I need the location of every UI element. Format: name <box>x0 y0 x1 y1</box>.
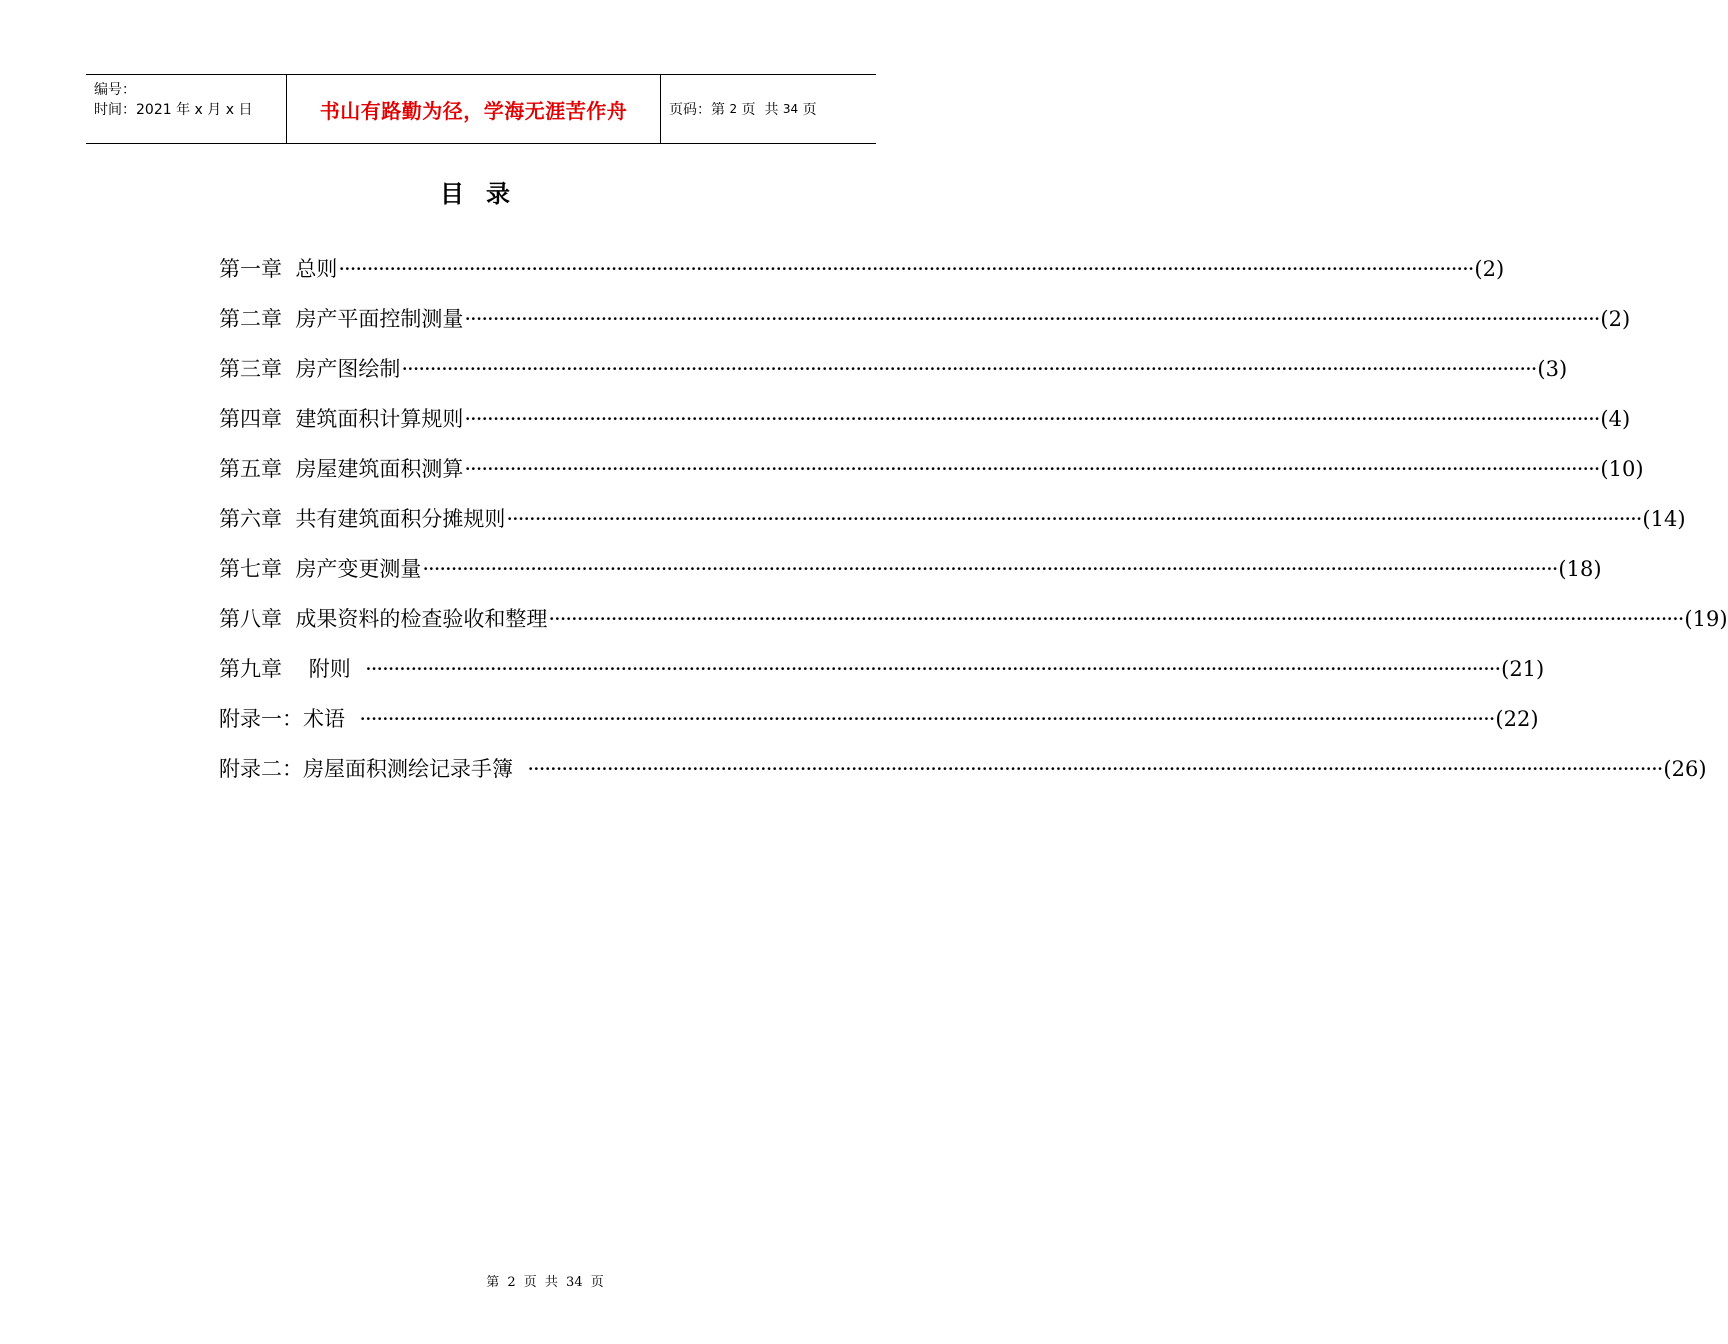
date-label: 时间：2021 年 x 月 x 日 <box>94 102 253 118</box>
toc-leader-dots: ········································································································································································································ <box>527 757 1663 781</box>
toc-leader-dots: ········································································································································································································ <box>401 357 1537 381</box>
toc-entry-label: 第一章 总则 <box>219 257 338 281</box>
page-current: 2 <box>729 102 738 116</box>
toc-entry-page: (10) <box>1600 457 1644 481</box>
toc-leader-dots: ········································································································································································································ <box>464 457 1600 481</box>
toc-entry[interactable] <box>219 754 1707 804</box>
serial-number-label: 编号： <box>94 82 136 98</box>
toc-entry-page: (14) <box>1642 507 1686 531</box>
toc-entry-label: 第四章 建筑面积计算规则 <box>219 407 464 431</box>
toc-entry[interactable] <box>219 254 1505 304</box>
toc-entry-page: (2) <box>1600 307 1631 331</box>
toc-entry-label: 第八章 成果资料的检查验收和整理 <box>219 607 548 631</box>
toc-leader-dots: ········································································································································································································ <box>548 607 1684 631</box>
toc-entry[interactable] <box>219 404 1631 454</box>
toc-entry[interactable] <box>219 604 1728 654</box>
toc-entry[interactable] <box>219 704 1539 754</box>
toc-entry-label: 第五章 房屋建筑面积测算 <box>219 457 464 481</box>
toc-entry[interactable] <box>219 454 1644 504</box>
toc-entry-label: 第六章 共有建筑面积分摊规则 <box>219 507 506 531</box>
toc-leader-dots: ········································································································································································································ <box>464 307 1600 331</box>
toc-entry-page: (26) <box>1663 757 1707 781</box>
toc-entry-label: 第七章 房产变更测量 <box>219 557 422 581</box>
toc-entry-label: 附录一：术语 <box>219 707 359 731</box>
page-total: 34 <box>782 102 799 116</box>
toc-entry-label: 第九章 附则 <box>219 657 365 681</box>
toc-leader-dots: ········································································································································································································ <box>365 657 1501 681</box>
toc-leader-dots: ········································································································································································································ <box>359 707 1495 731</box>
toc-entry[interactable] <box>219 304 1631 354</box>
toc-entry-page: (19) <box>1684 607 1728 631</box>
toc-entry-label: 第三章 房产图绘制 <box>219 357 401 381</box>
page-mid: 页 共 <box>737 102 783 118</box>
toc-leader-dots: ········································································································································································································ <box>464 407 1600 431</box>
header-motto: 书山有路勤为径，学海无涯苦作舟 <box>287 75 661 143</box>
page-suffix: 页 <box>798 102 817 118</box>
header-meta <box>86 75 287 143</box>
toc-entry-page: (21) <box>1501 657 1545 681</box>
toc-entry-label: 第二章 房产平面控制测量 <box>219 307 464 331</box>
toc-entry[interactable] <box>219 554 1602 604</box>
page-footer: 第 2 页 共 34 页 <box>486 1275 604 1290</box>
toc-leader-dots: ········································································································································································································ <box>422 557 1558 581</box>
toc-entry-page: (4) <box>1600 407 1631 431</box>
toc-entry-page: (22) <box>1495 707 1539 731</box>
toc-entry-page: (18) <box>1558 557 1602 581</box>
page-prefix: 页码：第 <box>669 102 730 118</box>
toc-entry[interactable] <box>219 354 1568 404</box>
toc-entry-page: (3) <box>1537 357 1568 381</box>
toc-leader-dots: ········································································································································································································ <box>338 257 1474 281</box>
toc-entry[interactable] <box>219 504 1686 554</box>
toc-leader-dots: ········································································································································································································ <box>506 507 1642 531</box>
page-header <box>86 74 876 144</box>
header-page-info <box>661 75 876 143</box>
toc-entry-label: 附录二：房屋面积测绘记录手簿 <box>219 757 527 781</box>
toc-entry[interactable] <box>219 654 1545 704</box>
toc-entry-page: (2) <box>1474 257 1505 281</box>
page-title: 目录 <box>440 180 532 208</box>
table-of-contents <box>219 254 1728 804</box>
